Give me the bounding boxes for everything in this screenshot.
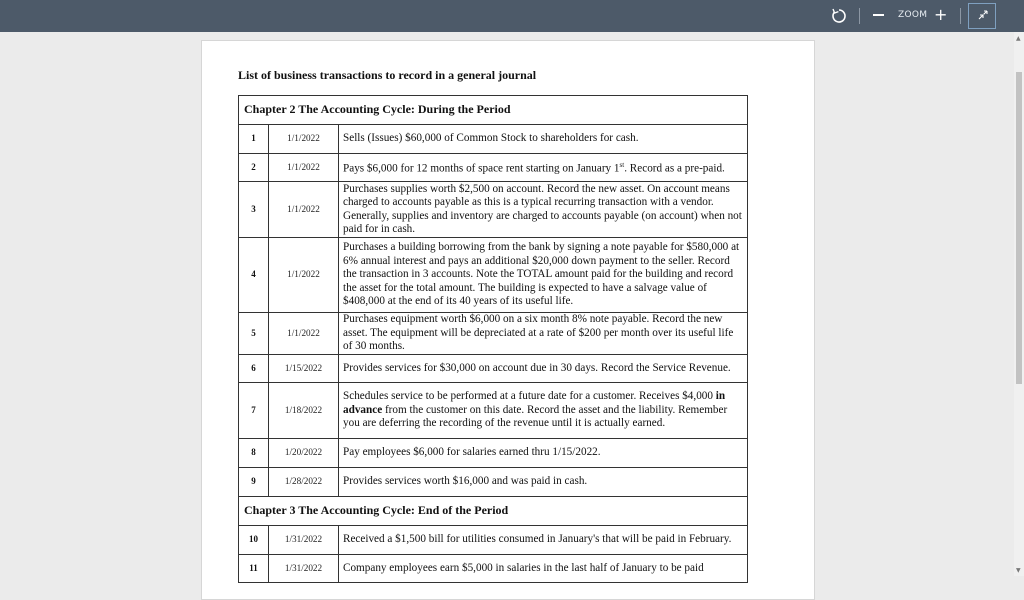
- table-row: [239, 526, 748, 555]
- row-date: 1/18/2022: [269, 383, 339, 439]
- table-row: [239, 383, 748, 439]
- row-description: Pay employees $6,000 for salaries earned thru 1/15/2022.: [339, 439, 748, 468]
- chapter3-heading: Chapter 3 The Accounting Cycle: End of the Period: [239, 497, 748, 526]
- exit-fullscreen-button[interactable]: [968, 3, 996, 29]
- zoom-out-button[interactable]: [873, 14, 884, 16]
- table-row: [239, 182, 748, 238]
- row-description: Pays $6,000 for 12 months of space rent starting on January 1st. Record as a pre-paid.: [339, 154, 748, 182]
- row-date: 1/31/2022: [269, 526, 339, 555]
- row-number: 5: [239, 313, 269, 355]
- zoom-in-button[interactable]: +: [934, 5, 948, 24]
- row-date: 1/20/2022: [269, 439, 339, 468]
- row-description: Purchases supplies worth $2,500 on account. Record the new asset. On account means charged to accounts payable as this is a typical recurring transaction with a vendor. Generally, supplies and inventory are charged to accounts payable (on account) when not paid for in cash.: [339, 182, 748, 238]
- row-date: 1/1/2022: [269, 313, 339, 355]
- row-number: 1: [239, 125, 269, 154]
- row-description: Provides services for $30,000 on account due in 30 days. Record the Service Revenue.: [339, 355, 748, 383]
- row-number: 6: [239, 355, 269, 383]
- table-row: [239, 468, 748, 497]
- row-date: 1/15/2022: [269, 355, 339, 383]
- row-description: Company employees earn $5,000 in salaries in the last half of January to be paid: [339, 555, 748, 583]
- row-date: 1/1/2022: [269, 154, 339, 182]
- row-number: 2: [239, 154, 269, 182]
- row-date: 1/31/2022: [269, 555, 339, 583]
- row-date: 1/1/2022: [269, 182, 339, 238]
- zoom-label: ZOOM: [898, 10, 928, 20]
- document-title: List of business transactions to record in a general journal: [238, 68, 537, 82]
- row-number: 10: [239, 526, 269, 555]
- row-description: Purchases equipment worth $6,000 on a six month 8% note payable. Record the new asset. The equipment will be depreciated at a rate of $200 per month over its useful life of 30 months.: [339, 313, 748, 355]
- row-description: Sells (Issues) $60,000 of Common Stock to shareholders for cash.: [339, 125, 748, 154]
- row-number: 11: [239, 555, 269, 583]
- table-row: [239, 439, 748, 468]
- scroll-up-arrow[interactable]: ▲: [1016, 35, 1021, 42]
- table-row: [239, 125, 748, 154]
- row-number: 9: [239, 468, 269, 497]
- chapter2-heading: Chapter 2 The Accounting Cycle: During the Period: [239, 96, 748, 125]
- row-date: 1/28/2022: [269, 468, 339, 497]
- table-row: [239, 238, 748, 313]
- row-number: 7: [239, 383, 269, 439]
- row-number: 8: [239, 439, 269, 468]
- section-header: [239, 497, 748, 526]
- viewer-toolbar: [0, 0, 1024, 32]
- scrollbar-thumb[interactable]: [1016, 72, 1022, 384]
- collapse-icon: [969, 4, 995, 28]
- section-header: [239, 96, 748, 125]
- row-date: 1/1/2022: [269, 238, 339, 313]
- toolbar-divider: [960, 8, 961, 24]
- row-description: Received a $1,500 bill for utilities consumed in January's that will be paid in February.: [339, 526, 748, 555]
- scroll-down-arrow[interactable]: ▼: [1016, 567, 1021, 574]
- table-row: [239, 555, 748, 583]
- transactions-table: [238, 95, 748, 583]
- row-number: 3: [239, 182, 269, 238]
- row-date: 1/1/2022: [269, 125, 339, 154]
- row-description: Provides services worth $16,000 and was paid in cash.: [339, 468, 748, 497]
- reset-icon[interactable]: [829, 6, 849, 26]
- row-description: Purchases a building borrowing from the bank by signing a note payable for $580,000 at 6% annual interest and pays an additional $20,000 down payment to the seller. Record the transaction in 3 accounts. Note the TOTAL amount paid for the building and record the asset for the total amount. The building is expected to have a salvage value of $408,000 at the end of its 40 years of its useful life.: [339, 238, 748, 313]
- row-number: 4: [239, 238, 269, 313]
- table-row: [239, 313, 748, 355]
- row-description: Schedules service to be performed at a future date for a customer. Receives $4,000 in advance from the customer on this date. Record the asset and the liability. Remember you are deferring the recording of the revenue until it is actually earned.: [339, 383, 748, 439]
- table-row: [239, 355, 748, 383]
- table-row: [239, 154, 748, 182]
- toolbar-divider: [859, 8, 860, 24]
